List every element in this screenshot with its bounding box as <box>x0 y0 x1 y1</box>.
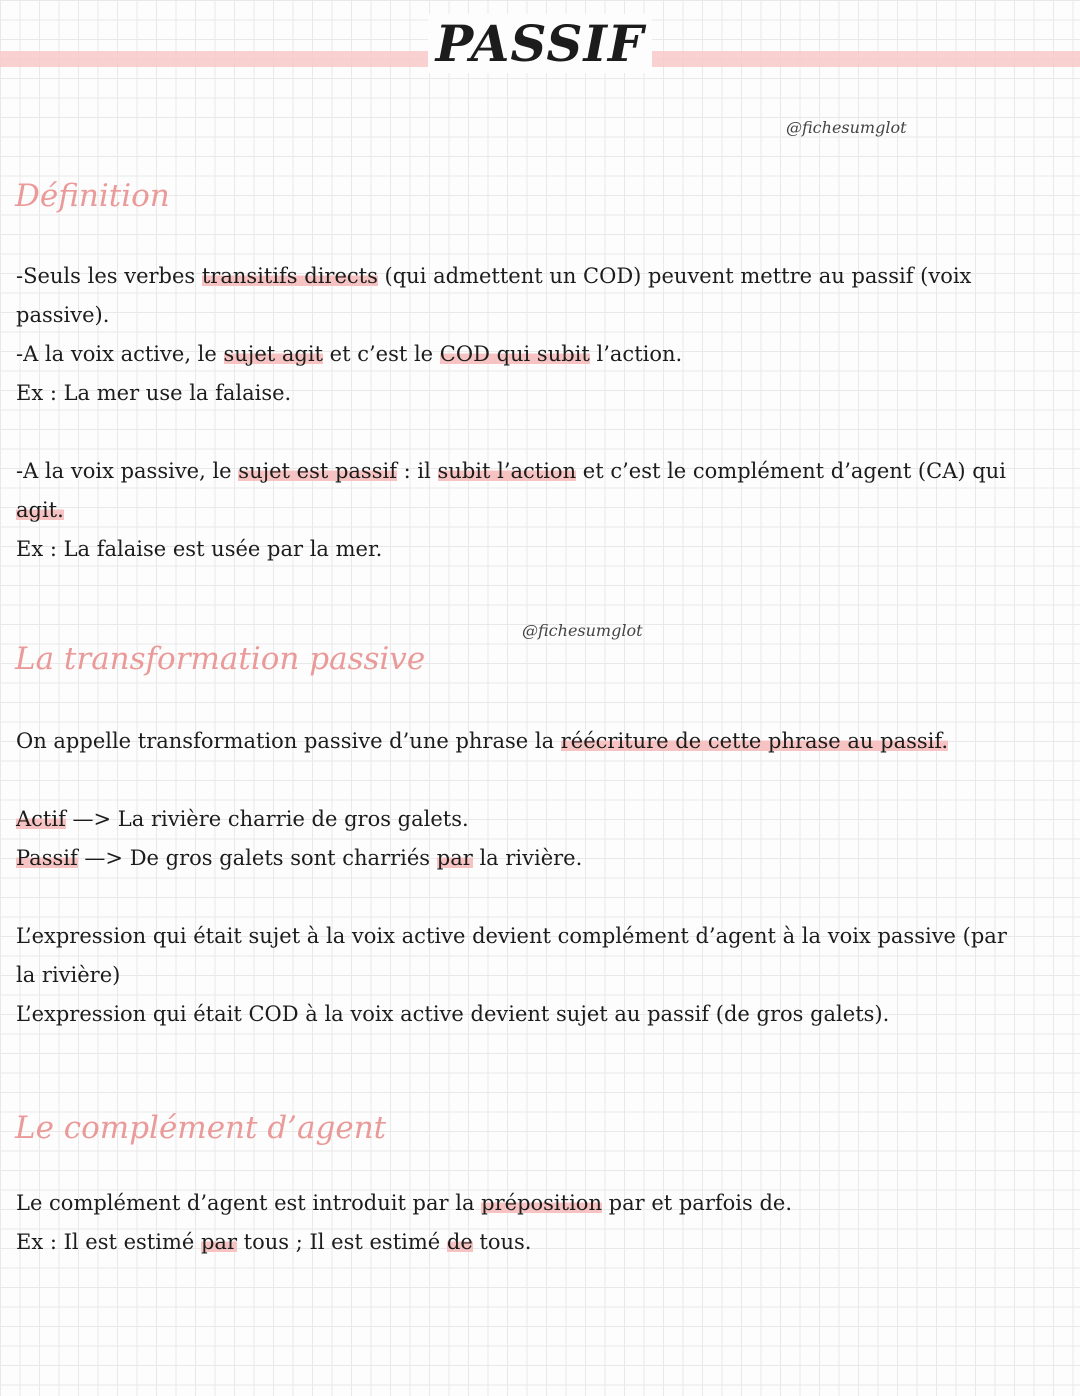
page-title: PASSIF <box>0 14 1080 73</box>
heading-transformation: La transformation passive <box>15 641 426 677</box>
transformation-line-1: On appelle transformation passive d’une phrase la réécriture de cette phrase au passif. <box>16 729 949 753</box>
transformation-passive: Passif —> De gros galets sont charriés par la rivière. <box>16 846 583 870</box>
heading-agent: Le complément d’agent <box>15 1110 387 1146</box>
highlight: préposition <box>481 1191 602 1215</box>
highlight: Passif <box>16 846 78 870</box>
agent-line-1: Le complément d’agent est introduit par la préposition par et parfois de. <box>16 1191 792 1215</box>
definition-line-5: -A la voix passive, le sujet est passif : il subit l’action et c’est le complément d’agent (CA) qui <box>16 459 1006 483</box>
definition-line-2: passive). <box>16 303 110 327</box>
highlight: transitifs directs <box>201 264 378 288</box>
highlight: réécriture de cette phrase au passif. <box>560 729 949 753</box>
transformation-line-4: L’expression qui était sujet à la voix active devient complément d’agent à la voix passive (par <box>16 924 1007 948</box>
highlight: COD qui subit <box>439 342 590 366</box>
definition-line-3: -A la voix active, le sujet agit et c’est le COD qui subit l’action. <box>16 342 683 366</box>
transformation-line-6: L’expression qui était COD à la voix active devient sujet au passif (de gros galets). <box>16 1002 890 1026</box>
highlight: sujet est passif <box>238 459 397 483</box>
highlight: sujet agit <box>223 342 323 366</box>
highlight: par <box>200 1230 237 1254</box>
highlight: par <box>436 846 473 870</box>
definition-line-6 <box>16 491 1066 530</box>
watermark: @fichesumglot <box>522 621 643 640</box>
agent-example: Ex : Il est estimé par tous ; Il est estimé de tous. <box>16 1230 532 1254</box>
highlight: subit l’action <box>437 459 577 483</box>
highlight: de <box>446 1230 473 1254</box>
highlight: Actif <box>16 807 66 831</box>
definition-example-2: Ex : La falaise est usée par la mer. <box>16 537 383 561</box>
transformation-line-5: la rivière) <box>16 963 121 987</box>
highlight: agit. <box>16 498 64 522</box>
transformation-active: Actif —> La rivière charrie de gros galets. <box>16 807 469 831</box>
heading-definition: Définition <box>15 178 170 214</box>
definition-example-1: Ex : La mer use la falaise. <box>16 381 292 405</box>
watermark: @fichesumglot <box>786 118 907 137</box>
definition-line-1: -Seuls les verbes transitifs directs (qui admettent un COD) peuvent mettre au passif (voix <box>16 264 972 288</box>
